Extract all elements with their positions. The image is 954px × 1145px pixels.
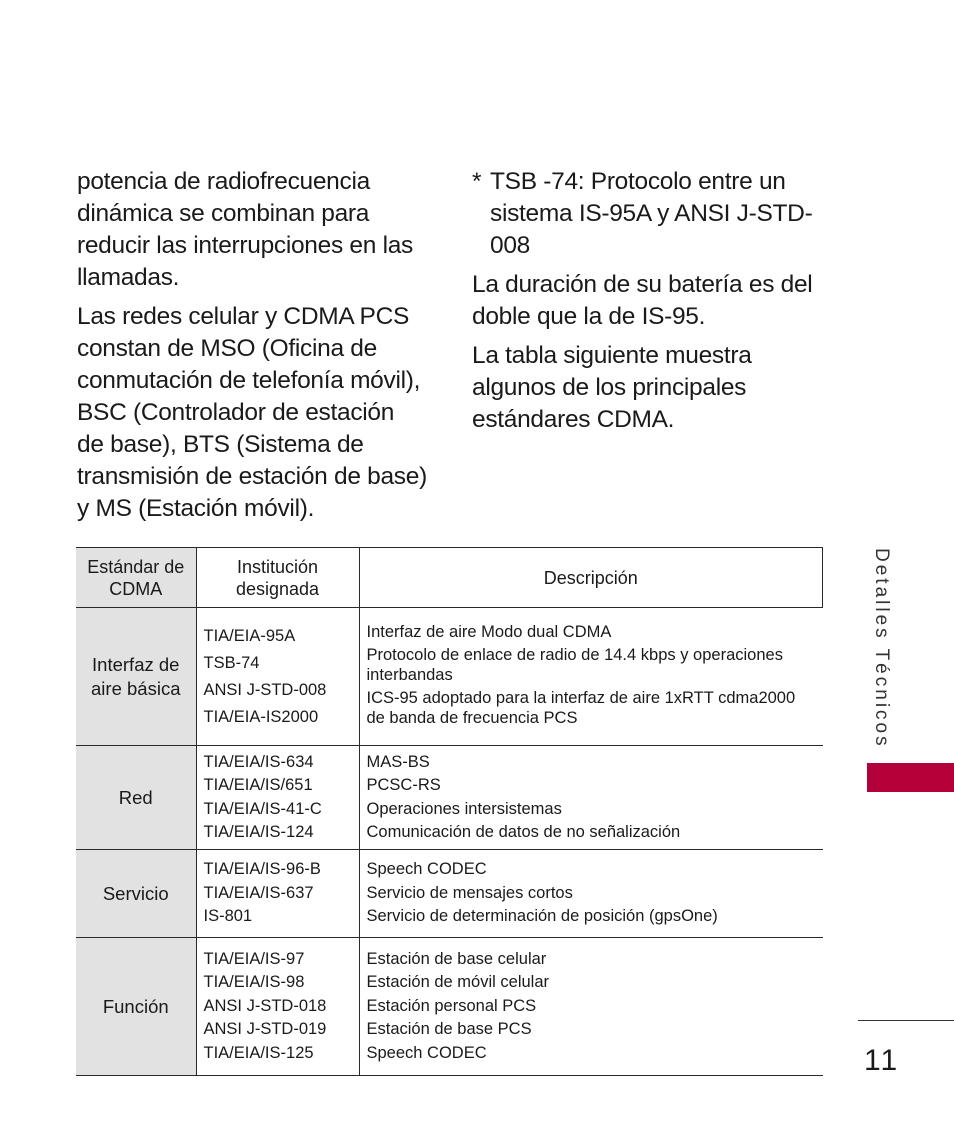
description-item: Servicio de mensajes cortos xyxy=(366,883,573,902)
description-item: Speech CODEC xyxy=(366,1043,487,1062)
cdma-standards-table xyxy=(76,547,823,1076)
description-item: Speech CODEC xyxy=(366,860,487,879)
institution-item: ANSI J-STD-018 xyxy=(203,996,327,1015)
table-row xyxy=(76,746,823,850)
table-row xyxy=(76,608,823,746)
category-cell: Servicio xyxy=(76,850,196,938)
left-text-column xyxy=(77,166,427,532)
institution-item: TIA/EIA-95A xyxy=(203,626,296,645)
description-item: Protocolo de enlace de radio de 14.4 kbps y operaciones interbandas xyxy=(366,646,783,684)
institution-item: TIA/EIA/IS/651 xyxy=(203,776,313,794)
description-item: ICS-95 adoptado para la interfaz de aire 1xRTT cdma2000 de banda de frecuencia PCS xyxy=(366,689,796,727)
institution-item: TIA/EIA/IS-96-B xyxy=(203,860,321,879)
institution-cell xyxy=(196,850,359,938)
institution-item: ANSI J-STD-019 xyxy=(203,1020,327,1039)
institution-cell xyxy=(196,938,359,1076)
paragraph: Las redes celular y CDMA PCS constan de MSO (Oficina de conmutación de telefonía móvil), BSC (Controlador de estación de base), BTS (Sistema de transmisión de estación de base) y MS (Estación móvil). xyxy=(77,303,427,522)
institution-item: IS-801 xyxy=(203,907,253,926)
institution-item: TIA/EIA/IS-125 xyxy=(203,1043,314,1062)
description-cell xyxy=(359,938,823,1076)
table-header-row xyxy=(76,548,823,608)
page-number: 11 xyxy=(864,1044,900,1077)
institution-item: TIA/EIA-IS2000 xyxy=(203,707,319,726)
description-item: PCSC-RS xyxy=(366,776,441,794)
table-row xyxy=(76,850,823,938)
note-marker: * xyxy=(472,168,482,195)
footnote-tsb74 xyxy=(472,166,822,262)
institution-item: TIA/EIA/IS-634 xyxy=(203,752,314,771)
institution-item: TIA/EIA/IS-124 xyxy=(203,823,314,841)
description-item: Estación de base celular xyxy=(366,949,547,968)
description-item: Interfaz de aire Modo dual CDMA xyxy=(366,623,612,641)
header-description: Descripción xyxy=(359,548,823,608)
description-item: Estación de base PCS xyxy=(366,1020,532,1039)
paragraph: La duración de su batería es del doble que la de IS-95. xyxy=(472,271,813,330)
institution-item: ANSI J-STD-008 xyxy=(203,680,327,699)
category-cell: Red xyxy=(76,746,196,850)
description-item: Operaciones intersistemas xyxy=(366,799,562,818)
institution-item: TIA/EIA/IS-98 xyxy=(203,973,305,992)
section-tab-label: Detalles Técnicos xyxy=(871,548,892,749)
institution-cell xyxy=(196,608,359,746)
page-number-rule xyxy=(858,1020,954,1021)
right-text-column xyxy=(472,166,822,443)
paragraph: potencia de radiofrecuencia dinámica se combinan para reducir las interrupciones en las llamadas. xyxy=(77,168,413,291)
header-standard: Estándar de CDMA xyxy=(76,548,196,608)
table-row xyxy=(76,938,823,1076)
note-text: TSB -74: Protocolo entre un sistema IS-95A y ANSI J-STD-008 xyxy=(490,168,813,259)
category-cell: Interfaz de aire básica xyxy=(76,608,196,746)
institution-item: TIA/EIA/IS-637 xyxy=(203,883,314,902)
header-institution: Institución designada xyxy=(196,548,359,608)
description-item: Comunicación de datos de no señalización xyxy=(366,823,681,841)
description-item: MAS-BS xyxy=(366,752,430,771)
institution-cell xyxy=(196,746,359,850)
description-item: Estación personal PCS xyxy=(366,996,537,1015)
section-tab-marker xyxy=(867,763,954,792)
description-cell xyxy=(359,608,823,746)
description-item: Servicio de determinación de posición (gpsOne) xyxy=(366,907,718,926)
description-cell xyxy=(359,850,823,938)
description-cell xyxy=(359,746,823,850)
institution-item: TSB-74 xyxy=(203,653,260,672)
institution-item: TIA/EIA/IS-41-C xyxy=(203,799,322,818)
paragraph: La tabla siguiente muestra algunos de los principales estándares CDMA. xyxy=(472,342,752,433)
institution-item: TIA/EIA/IS-97 xyxy=(203,949,305,968)
description-item: Estación de móvil celular xyxy=(366,973,549,992)
category-cell: Función xyxy=(76,938,196,1076)
